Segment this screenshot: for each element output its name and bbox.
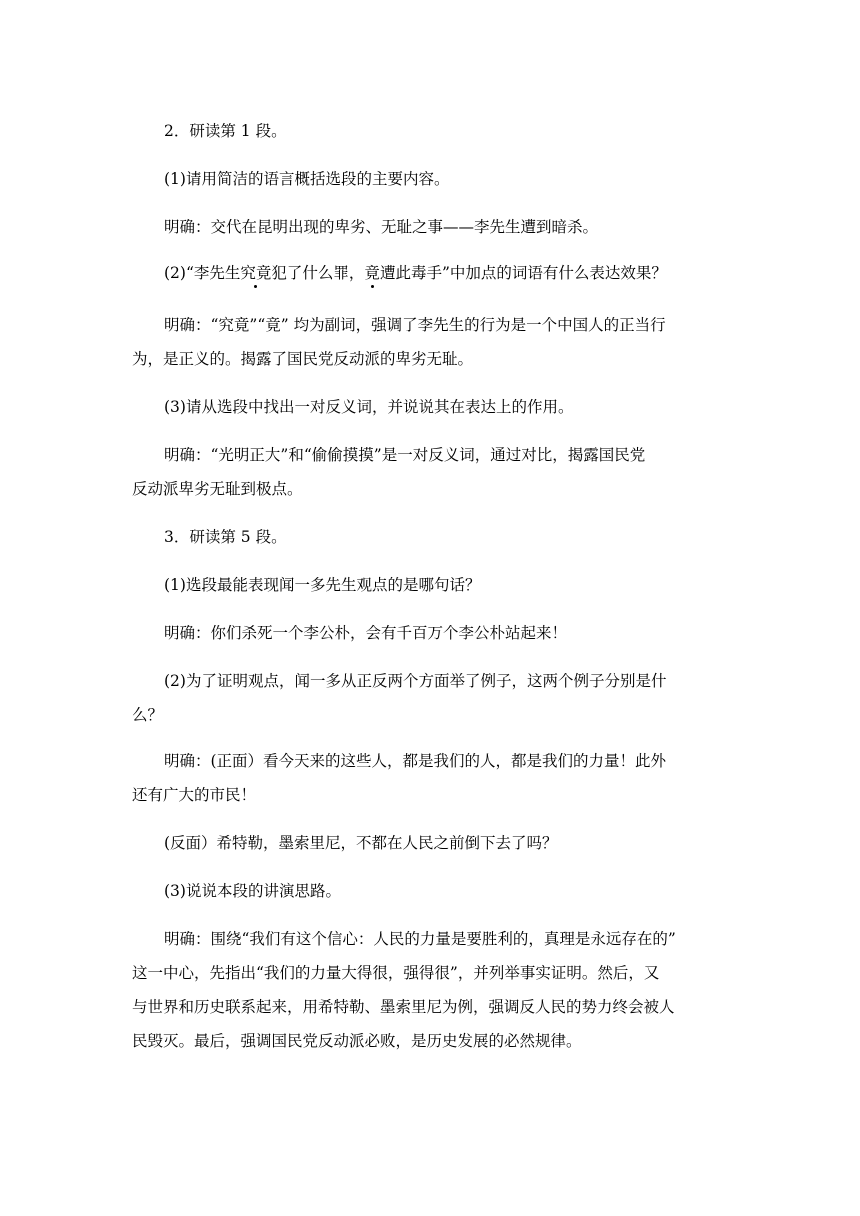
question-2-1: (1)选段最能表现闻一多先生观点的是哪句话？ [164, 576, 481, 594]
question-1-3: (3)请从选段中找出一对反义词，并说说其在表达上的作用。 [164, 398, 574, 416]
emphasized-word-jiujing: 究竟 [240, 264, 272, 282]
answer-1-3-line-1: 明确：“光明正大”和“偷偷摸摸”是一对反义词，通过对比，揭露国民党 [164, 446, 646, 464]
question-2-2-line-2: 么？ [132, 706, 164, 724]
question-2-2-line-1: (2)为了证明观点，闻一多从正反两个方面举了例子，这两个例子分别是什 [164, 672, 667, 690]
section-heading-2: 2．研读第 1 段。 [164, 122, 287, 140]
answer-1-1: 明确：交代在昆明出现的卑劣、无耻之事——李先生遭到暗杀。 [164, 218, 599, 236]
answer-1-3-line-2: 反动派卑劣无耻到极点。 [132, 480, 303, 498]
question-1-2-part-c: 遭此毒手”中加点的词语有什么表达效果？ [379, 264, 667, 282]
question-1-2-part-b: 犯了什么罪， [271, 264, 365, 282]
answer-2-1: 明确：你们杀死一个李公朴，会有千百万个李公朴站起来！ [164, 624, 568, 642]
answer-2-3-line-3: 与世界和历史联系起来，用希特勒、墨索里尼为例，强调反人民的势力终会被人 [132, 998, 675, 1016]
question-1-1: (1)请用简洁的语言概括选段的主要内容。 [164, 170, 450, 188]
answer-2-2-line-1: 明确：(正面）看今天来的这些人，都是我们的人，都是我们的力量！此外 [164, 752, 667, 770]
emphasized-word-jing: 竟 [364, 264, 380, 282]
answer-1-2-line-1: 明确：“究竟”“竟” 均为副词，强调了李先生的行为是一个中国人的正当行 [164, 316, 666, 334]
answer-1-2-line-2: 为，是正义的。揭露了国民党反动派的卑劣无耻。 [132, 350, 474, 368]
answer-2-3-line-1: 明确：围绕“我们有这个信心：人民的力量是要胜利的，真理是永远存在的” [164, 930, 676, 948]
question-1-2 [164, 256, 764, 291]
answer-2-2-line-2: 还有广大的市民！ [132, 786, 257, 804]
question-2-3: (3)说说本段的讲演思路。 [164, 882, 341, 900]
section-heading-3: 3．研读第 5 段。 [164, 528, 287, 546]
question-1-2-part-a: (2)“李先生 [164, 264, 241, 282]
answer-2-3-line-4: 民毁灭。最后，强调国民党反动派必败，是历史发展的必然规律。 [132, 1032, 582, 1050]
answer-2-3-line-2: 这一中心，先指出“我们的力量大得很，强得很”，并列举事实证明。然后，又 [132, 964, 660, 982]
answer-2-2-counter-example: (反面）希特勒，墨索里尼，不都在人民之前倒下去了吗？ [164, 834, 558, 852]
